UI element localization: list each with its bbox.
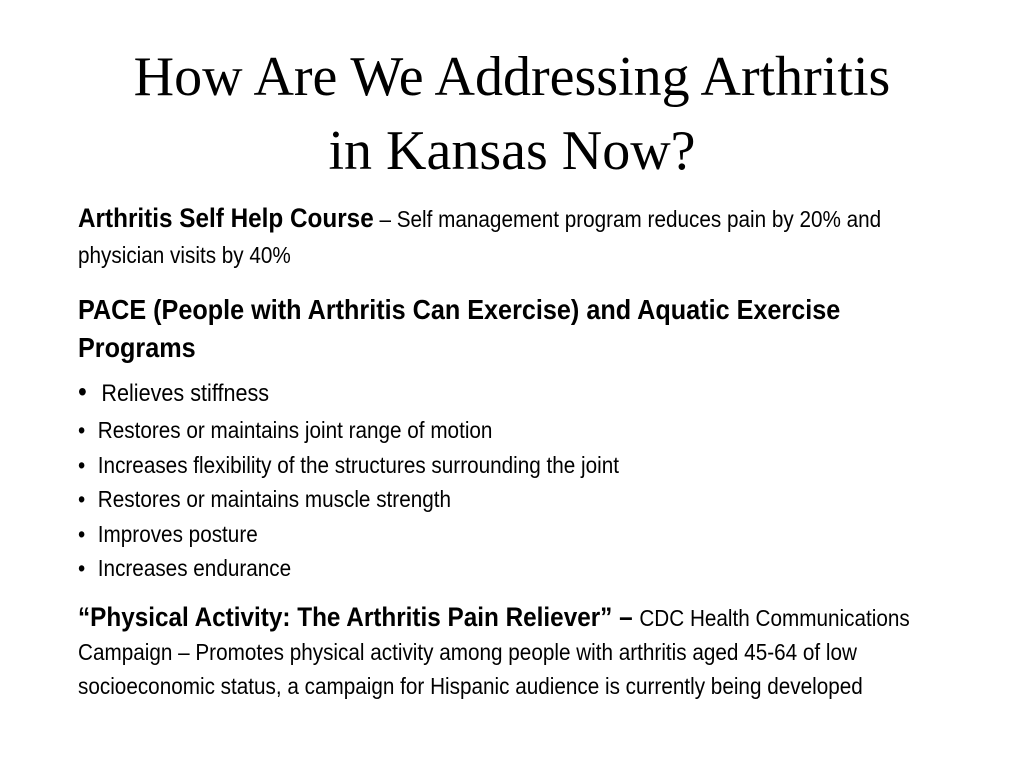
bullet-icon: •: [78, 376, 87, 407]
self-help-course-dash: –: [373, 206, 397, 232]
list-item: [78, 551, 958, 586]
list-item-text: Increases flexibility of the structures surrounding the joint: [97, 451, 620, 478]
bullet-icon: •: [78, 486, 86, 512]
list-item: [78, 413, 958, 448]
self-help-course-heading: Arthritis Self Help Course: [78, 203, 374, 233]
slide-body: [78, 200, 958, 703]
bullet-icon: •: [78, 451, 86, 478]
cdc-campaign-heading: “Physical Activity: The Arthritis Pain Reliever” –: [78, 601, 640, 632]
list-item: [78, 448, 958, 483]
list-item: [78, 517, 958, 552]
title-line-2: in Kansas Now?: [328, 120, 696, 182]
list-item-text: Restores or maintains muscle strength: [97, 486, 451, 512]
list-item-text: Restores or maintains joint range of motion: [97, 417, 493, 443]
self-help-course-paragraph: [78, 200, 958, 273]
bullet-icon: •: [78, 555, 86, 581]
cdc-campaign-body: CDC Health Communications Campaign – Promotes physical activity among people with arthritis aged 45-64 of low socioeconomic status, a campaign for Hispanic audience is currently being developed: [78, 604, 910, 699]
slide-title: [40, 40, 984, 188]
title-line-1: How Are We Addressing Arthritis: [133, 46, 891, 108]
list-item-text: Improves posture: [97, 520, 258, 547]
bullet-icon: •: [78, 417, 86, 443]
pace-benefits-list: [78, 373, 958, 586]
cdc-campaign-paragraph: [78, 600, 958, 703]
pace-heading: PACE (People with Arthritis Can Exercise) and Aquatic Exercise Programs: [78, 294, 841, 363]
bullet-icon: •: [78, 520, 86, 547]
list-item-text: Increases endurance: [97, 555, 292, 581]
list-item: [78, 482, 958, 517]
list-item-text: Relieves stiffness: [101, 380, 270, 407]
list-item: [78, 373, 958, 413]
self-help-course-body: Self management program reduces pain by 20% and physician visits by 40%: [78, 206, 882, 268]
